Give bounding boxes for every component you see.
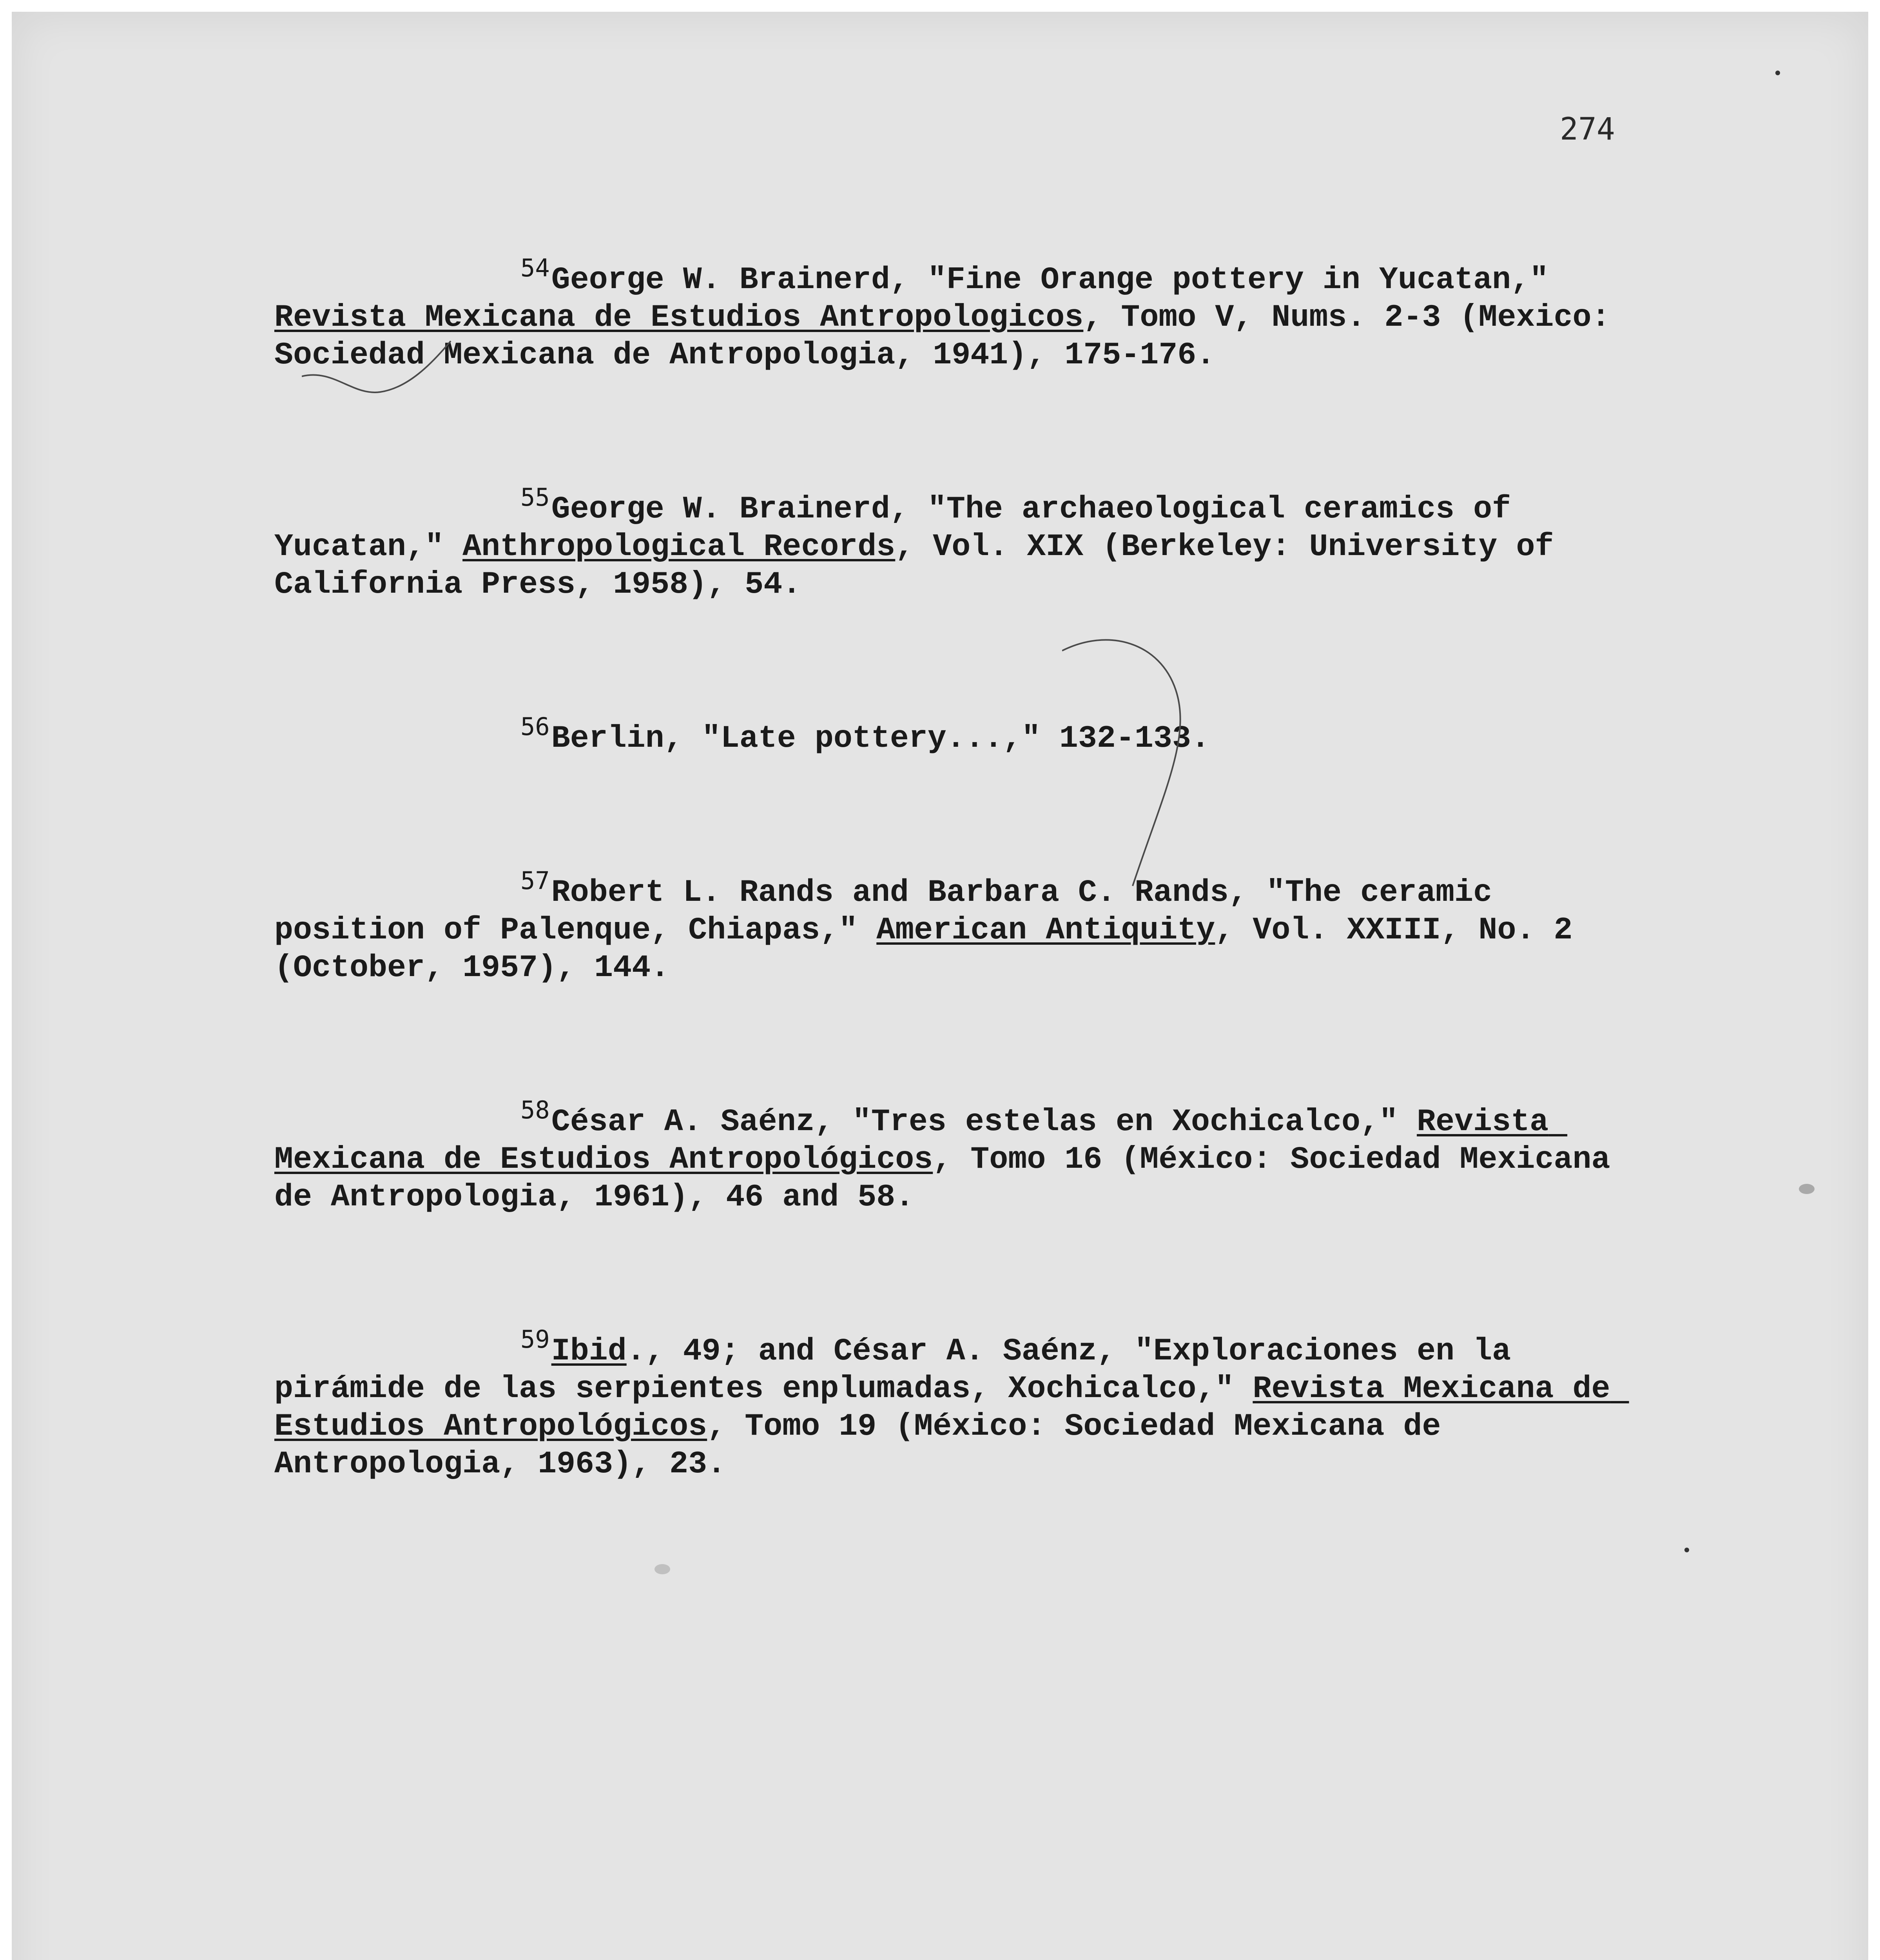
journal-title: Revista Mexicana de Estudios Antropológicos	[274, 1104, 1568, 1178]
footnote-text: Robert L. Rands and Barbara C. Rands, "The ceramic position of Palenque, Chiapas,"	[274, 875, 1511, 948]
footnote-text: Berlin, "Late pottery...," 132-133.	[551, 721, 1210, 757]
document-page	[12, 12, 1868, 1960]
journal-title: Anthropological Records	[462, 529, 896, 565]
journal-title: Revista Mexicana de Estudios Antropologicos	[274, 300, 1084, 336]
page-number: 274	[1560, 112, 1615, 147]
footnote-55	[274, 441, 1646, 641]
footnote-text: ., 49; and César A. Saénz, "Exploraciones en la pirámide de las serpientes enplumadas, Xochicalco,"	[274, 1334, 1530, 1407]
smudge-artifact	[1799, 1184, 1815, 1194]
footnote-text: , Tomo 16 (México: Sociedad Mexicana de Antropologia, 1961), 46 and 58.	[274, 1142, 1629, 1215]
hair-artifact	[1062, 627, 1203, 902]
speck-artifact	[1684, 1548, 1689, 1552]
footnote-text: George W. Brainerd, "Fine Orange pottery in Yucatan,"	[551, 262, 1568, 298]
footnote-number: 57	[520, 866, 550, 895]
footnote-text: , Tomo 19 (México: Sociedad Mexicana de Antropologia, 1963), 23.	[274, 1409, 1460, 1482]
speck-artifact	[1775, 71, 1780, 75]
footnote-number: 58	[520, 1096, 550, 1124]
footnote-text: George W. Brainerd, "The archaeological ceramics of Yucatan,"	[274, 492, 1530, 565]
journal-title: American Antiquity	[876, 913, 1215, 948]
footnote-number: 59	[520, 1325, 550, 1354]
footnote-text: , Vol. XIX (Berkeley: University of California Press, 1958), 54.	[274, 529, 1573, 603]
footnote-text: César A. Saénz, "Tres estelas en Xochicalco,"	[551, 1104, 1417, 1140]
footnote-57	[274, 824, 1646, 1025]
footnote-text: , Tomo V, Nums. 2-3 (Mexico: Sociedad Mexicana de Antropologia, 1941), 175-176.	[274, 300, 1629, 373]
footnote-number: 54	[520, 254, 550, 282]
hair-artifact	[302, 318, 466, 419]
journal-title: Revista Mexicana de Estudios Antropológicos	[274, 1371, 1629, 1445]
footnote-56	[274, 670, 1646, 795]
ibid-text: Ibid	[551, 1334, 627, 1369]
smudge-artifact	[654, 1564, 670, 1574]
footnote-number: 55	[520, 483, 550, 512]
footnote-text: , Vol. XXIII, No. 2 (October, 1957), 144.	[274, 913, 1592, 986]
footnote-54	[274, 212, 1646, 412]
footnote-number: 56	[520, 712, 550, 741]
footnote-59	[274, 1283, 1646, 1521]
footnote-58	[274, 1054, 1646, 1254]
footnotes-list	[274, 212, 1646, 1550]
